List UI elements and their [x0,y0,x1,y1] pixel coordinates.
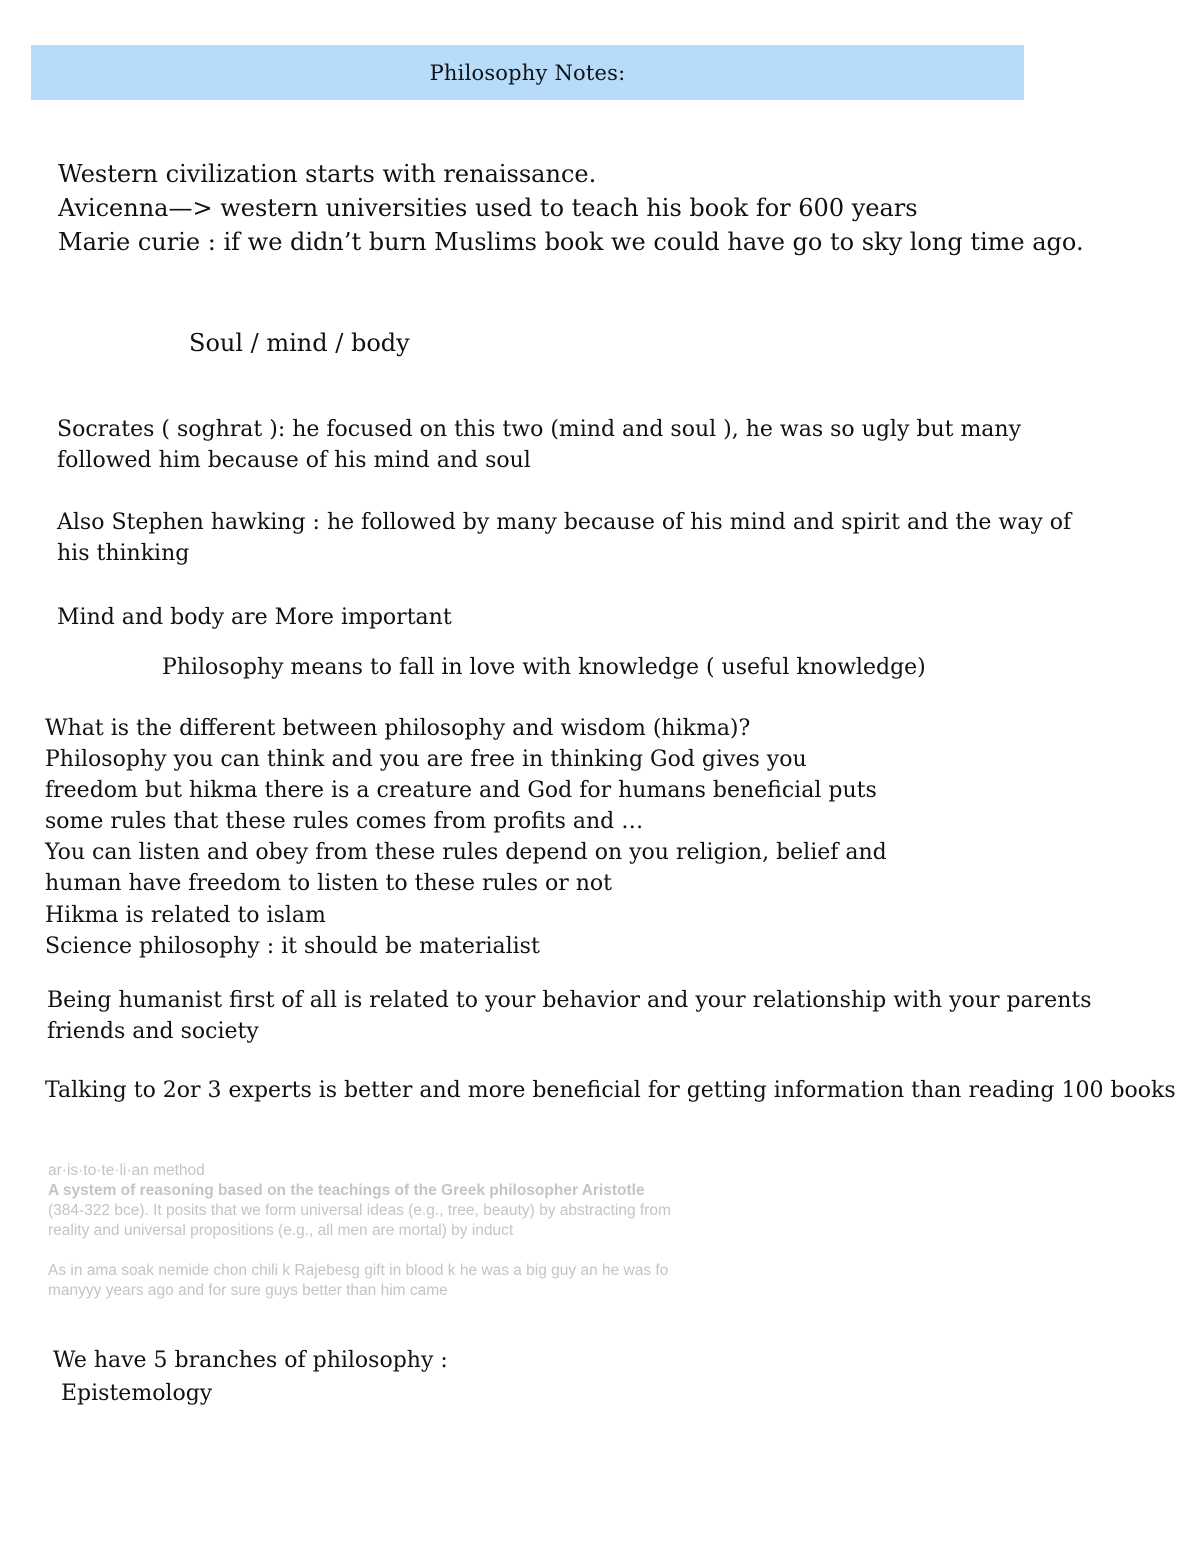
wisdom-line-7: Hikma is related to islam [45,903,326,928]
branch-epistemology: Epistemology [61,1381,213,1406]
aristotelian-definition-line-2: reality and universal propositions (e.g., all men are mortal) by induct [48,1222,514,1239]
wisdom-line-1: What is the different between philosophy and wisdom (hikma)? [45,716,751,741]
wisdom-line-8: Science philosophy : it should be materialist [45,934,540,959]
experts-line: Talking to 2or 3 experts is better and more beneficial for getting information than reading 100 books [45,1078,1176,1103]
humanist-line-2: friends and society [47,1019,259,1044]
page-title: Philosophy Notes: [429,60,626,85]
intro-line-1: Western civilization starts with renaissance. [58,160,597,188]
mind-body-line: Mind and body are More important [57,605,452,630]
aristotelian-definition-heading: A system of reasoning based on the teachings of the Greek philosopher Aristotle [48,1182,645,1199]
faded-note-line-1: As in ama soak nemide chon chili k Rajebesg gift in blood k he was a big guy an he was fo [48,1262,669,1279]
intro-line-3: Marie curie : if we didn’t burn Muslims book we could have go to sky long time ago. [58,228,1084,256]
socrates-line-1: Socrates ( soghrat ): he focused on this two (mind and soul ), he was so ugly but many [57,417,1022,442]
philosophy-means-line: Philosophy means to fall in love with knowledge ( useful knowledge) [162,655,926,680]
intro-line-2: Avicenna—> western universities used to teach his book for 600 years [58,194,918,222]
subtitle-soul-mind-body: Soul / mind / body [189,329,410,357]
wisdom-line-2: Philosophy you can think and you are free in thinking God gives you [45,747,807,772]
hawking-line-1: Also Stephen hawking : he followed by many because of his mind and spirit and the way of [57,510,1072,535]
faded-note-line-2: manyyy years ago and for sure guys better than him came [48,1282,448,1299]
humanist-line-1: Being humanist first of all is related to your behavior and your relationship with your parents [47,988,1092,1013]
title-bar [31,45,1024,100]
aristotelian-definition-line-1: (384-322 bce). It posits that we form universal ideas (e.g., tree, beauty) by abstracting from [48,1202,671,1219]
wisdom-line-4: some rules that these rules comes from profits and … [45,809,644,834]
wisdom-line-5: You can listen and obey from these rules depend on you religion, belief and [45,840,887,865]
hawking-line-2: his thinking [57,541,190,566]
wisdom-line-3: freedom but hikma there is a creature and God for humans beneficial puts [45,778,877,803]
branches-heading: We have 5 branches of philosophy : [53,1348,448,1373]
aristotelian-term: ar·is·to·te·li·an method [48,1162,205,1179]
socrates-line-2: followed him because of his mind and soul [57,448,531,473]
wisdom-line-6: human have freedom to listen to these rules or not [45,871,612,896]
